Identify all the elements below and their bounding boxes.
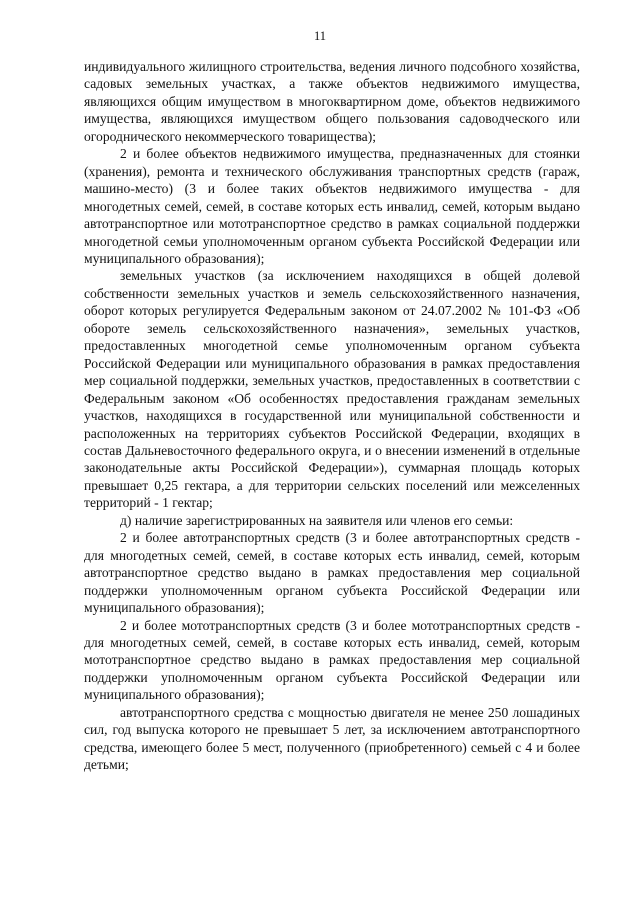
paragraph-engine-power: автотранспортного средства с мощностью двигателя не менее 250 лошадиных сил, год выпуска которого не превышает 5 лет, за исключением автотранспортного средства, имеющего более 5 мест, полученного (приобретенного) семьей с 4 и более детьми; [84,704,580,773]
paragraph-land-plots: земельных участков (за исключением находящихся в общей долевой собственности земельных участков и земель сельскохозяйственного назначения, оборот которых регулируется Федеральным законом от 24.07.2002 № 101-ФЗ «Об обороте земель сельскохозяйственного назначения», земельных участков, предоставленных многодетной семье уполномоченным органом субъекта Российской Федерации или муниципального образования в рамках предоставления мер социальной поддержки, земельных участков, предоставленных в соответствии с Федеральным законом «Об особенностях предоставления гражданам земельных участков, находящихся в государственной или муниципальной собственности и расположенных на территориях субъектов Российской Федерации, входящих в состав Дальневосточного федерального округа, и о внесении изменений в отдельные законодательные акты Российской Федерации»), суммарная площадь которых превышает 0,25 гектара, а для территории сельских поселений или межселенных территорий - 1 гектар; [84,268,580,511]
paragraph-item-d: д) наличие зарегистрированных на заявителя или членов его семьи: [120,512,514,528]
paragraph-continuation: индивидуального жилищного строительства, ведения личного подсобного хозяйства, садовых земельных участках, а также объектов недвижимого имущества, являющихся общим имуществом в многоквартирном доме, объектов недвижимого имущества, являющихся имуществом общего пользования садоводческого или огороднического некоммерческого товарищества); [84,59,580,144]
paragraph-motorcycles: 2 и более мототранспортных средств (3 и более мототранспортных средств - для многодетных семей, семей, в составе которых есть инвалид, семей, которым мототранспортное средство выдано в рамках предоставления мер социальной поддержки уполномоченным органом субъекта Российской Федерации или муниципального образования); [84,617,580,703]
paragraph-garage-objects: 2 и более объектов недвижимого имущества, предназначенных для стоянки (хранения), ремонта и технического обслуживания транспортных средств (гараж, машино-место) (3 и более таких объектов недвижимого имущества - для многодетных семей, семей, в составе которых есть инвалид, семей, которым выдано автотранспортное или мототранспортное средство в рамках социальной поддержки многодетной семьи уполномоченным органом субъекта Российской Федерации или муниципального образования); [84,146,580,266]
document-body [84,58,580,774]
paragraph-motor-vehicles: 2 и более автотранспортных средств (3 и более автотранспортных средств - для многодетных семей, семей, в составе которых есть инвалид, семей, которым автотранспортное средство выдано в рамках предоставления мер социальной поддержки уполномоченным органом субъекта Российской Федерации или муниципального образования); [84,530,580,616]
page-number: 11 [313,29,327,43]
